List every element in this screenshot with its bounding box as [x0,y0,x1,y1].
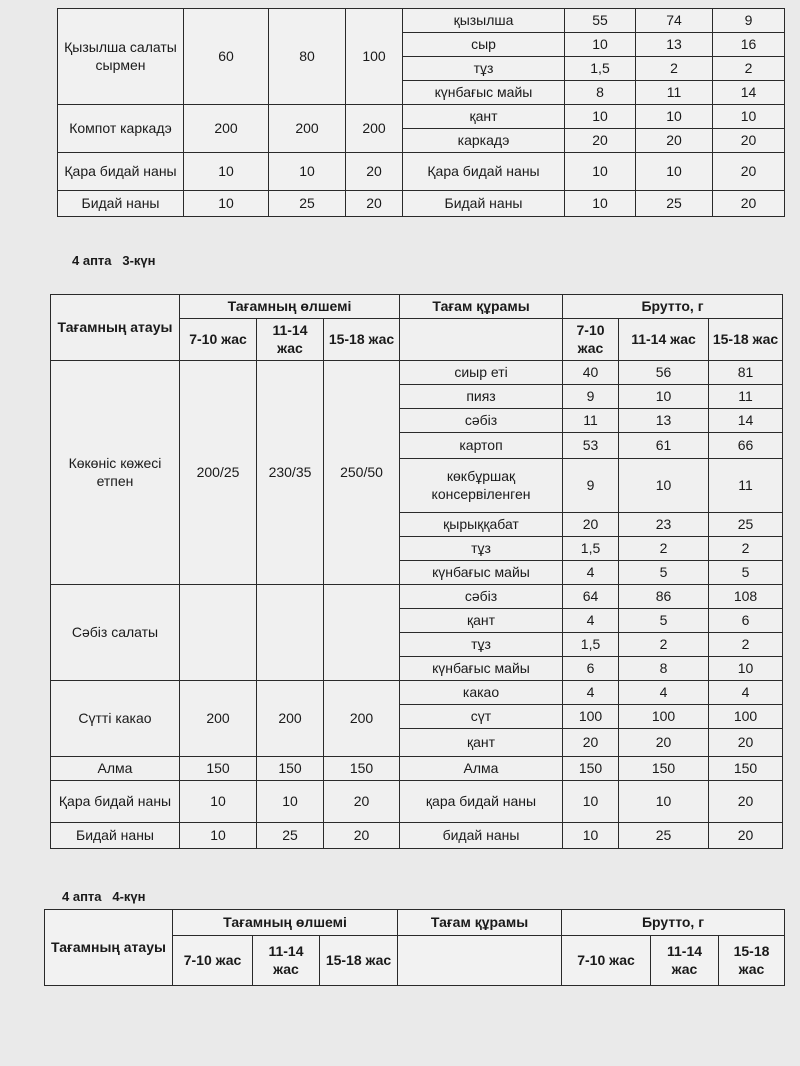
brutto-11-14: 5 [619,561,709,585]
menu-table-day4 [44,909,785,986]
brutto-15-18: 14 [713,81,785,105]
header-portion: Тағамның өлшемі [180,295,400,319]
brutto-15-18: 150 [709,757,783,781]
brutto-7-10: 20 [563,513,619,537]
brutto-15-18: 20 [713,153,785,191]
brutto-7-10: 4 [563,681,619,705]
header-brutto: Брутто, г [562,910,785,936]
header-age-15-18: 15-18 жас [320,936,398,986]
header-portion: Тағамның өлшемі [173,910,398,936]
brutto-11-14: 61 [619,433,709,459]
ingredient-name: қант [403,105,565,129]
ingredient-name: қант [400,729,563,757]
ingredient-name: Қара бидай наны [403,153,565,191]
portion-7-10: 10 [184,153,269,191]
brutto-11-14: 10 [636,153,713,191]
dish-name: Көкөніс көжесі етпен [51,361,180,585]
brutto-7-10: 6 [563,657,619,681]
brutto-7-10: 20 [565,129,636,153]
portion-11-14: 200 [269,105,346,153]
header-brutto-age-15-18: 15-18 жас [719,936,785,986]
portion-11-14: 150 [257,757,324,781]
brutto-15-18: 2 [713,57,785,81]
brutto-15-18: 66 [709,433,783,459]
brutto-7-10: 1,5 [563,537,619,561]
portion-15-18 [324,585,400,681]
portion-7-10: 150 [180,757,257,781]
brutto-15-18: 2 [709,537,783,561]
dish-name: Қара бидай наны [51,781,180,823]
portion-7-10: 10 [180,823,257,849]
dish-name: Компот каркадэ [58,105,184,153]
brutto-15-18: 10 [713,105,785,129]
brutto-15-18: 9 [713,9,785,33]
week-day-heading: 4 апта 3-күн [72,253,156,268]
header-brutto: Брутто, г [563,295,783,319]
header-age-15-18: 15-18 жас [324,319,400,361]
brutto-11-14: 11 [636,81,713,105]
header-age-11-14: 11-14 жас [257,319,324,361]
brutto-7-10: 64 [563,585,619,609]
table-row [51,681,783,705]
ingredient-name: қант [400,609,563,633]
brutto-7-10: 11 [563,409,619,433]
brutto-11-14: 4 [619,681,709,705]
table-row [58,9,785,33]
portion-15-18: 150 [324,757,400,781]
ingredient-name: тұз [400,537,563,561]
brutto-15-18: 81 [709,361,783,385]
brutto-11-14: 23 [619,513,709,537]
brutto-15-18: 10 [709,657,783,681]
brutto-11-14: 74 [636,9,713,33]
table-row [51,585,783,609]
ingredient-name: күнбағыс майы [400,561,563,585]
brutto-11-14: 10 [619,385,709,409]
ingredient-name: сиыр еті [400,361,563,385]
dish-name: Қызылша салаты сырмен [58,9,184,105]
portion-7-10 [180,585,257,681]
brutto-15-18: 20 [709,781,783,823]
brutto-7-10: 10 [563,781,619,823]
brutto-11-14: 20 [619,729,709,757]
ingredient-name: какао [400,681,563,705]
portion-15-18: 200 [346,105,403,153]
header-brutto-age-11-14: 11-14 жас [619,319,709,361]
portion-11-14: 10 [269,153,346,191]
ingredient-name: күнбағыс майы [403,81,565,105]
table-row [51,361,783,385]
dish-name: Сүтті какао [51,681,180,757]
portion-11-14 [257,585,324,681]
dish-name: Алма [51,757,180,781]
brutto-15-18: 6 [709,609,783,633]
brutto-7-10: 1,5 [563,633,619,657]
ingredient-name: күнбағыс майы [400,657,563,681]
brutto-15-18: 16 [713,33,785,57]
portion-11-14: 230/35 [257,361,324,585]
week-day-heading-2: 4 апта 4-күн [62,889,146,904]
brutto-7-10: 100 [563,705,619,729]
header-dish-name: Тағамның атауы [51,295,180,361]
brutto-7-10: 9 [563,385,619,409]
portion-15-18: 20 [324,781,400,823]
brutto-7-10: 40 [563,361,619,385]
portion-7-10: 200 [184,105,269,153]
brutto-7-10: 9 [563,459,619,513]
brutto-15-18: 14 [709,409,783,433]
ingredient-name: Бидай наны [403,191,565,217]
brutto-15-18: 4 [709,681,783,705]
brutto-11-14: 8 [619,657,709,681]
ingredient-name: қырыққабат [400,513,563,537]
header-brutto-age-7-10: 7-10 жас [563,319,619,361]
brutto-7-10: 10 [565,33,636,57]
brutto-7-10: 4 [563,609,619,633]
header-brutto-age-15-18: 15-18 жас [709,319,783,361]
portion-7-10: 60 [184,9,269,105]
portion-7-10: 10 [180,781,257,823]
header-brutto-age-11-14: 11-14 жас [651,936,719,986]
ingredient-name: бидай наны [400,823,563,849]
table-row [58,153,785,191]
ingredient-name: картоп [400,433,563,459]
brutto-11-14: 25 [636,191,713,217]
brutto-11-14: 150 [619,757,709,781]
brutto-11-14: 5 [619,609,709,633]
table-row [51,781,783,823]
brutto-15-18: 100 [709,705,783,729]
portion-7-10: 10 [184,191,269,217]
brutto-11-14: 13 [636,33,713,57]
brutto-7-10: 10 [565,105,636,129]
brutto-11-14: 10 [619,459,709,513]
portion-15-18: 100 [346,9,403,105]
portion-11-14: 80 [269,9,346,105]
portion-7-10: 200 [180,681,257,757]
brutto-15-18: 20 [709,729,783,757]
table-row [58,105,785,129]
brutto-15-18: 5 [709,561,783,585]
portion-11-14: 25 [269,191,346,217]
brutto-11-14: 2 [619,537,709,561]
table-row [51,757,783,781]
header-age-11-14: 11-14 жас [253,936,320,986]
portion-11-14: 200 [257,681,324,757]
portion-15-18: 250/50 [324,361,400,585]
header-age-7-10: 7-10 жас [173,936,253,986]
ingredient-name: қызылша [403,9,565,33]
header-brutto-age-7-10: 7-10 жас [562,936,651,986]
brutto-11-14: 10 [619,781,709,823]
header-dish-name: Тағамның атауы [45,910,173,986]
brutto-11-14: 86 [619,585,709,609]
table-row [58,191,785,217]
header-composition: Тағам құрамы [398,910,562,936]
ingredient-name: сыр [403,33,565,57]
brutto-7-10: 1,5 [565,57,636,81]
brutto-11-14: 20 [636,129,713,153]
brutto-7-10: 53 [563,433,619,459]
brutto-11-14: 13 [619,409,709,433]
ingredient-name: сәбіз [400,585,563,609]
brutto-11-14: 56 [619,361,709,385]
ingredient-name: көкбұршақ консервіленген [400,459,563,513]
brutto-11-14: 25 [619,823,709,849]
brutto-11-14: 100 [619,705,709,729]
dish-name: Бидай наны [58,191,184,217]
menu-table-continued [57,8,785,217]
dish-name: Қара бидай наны [58,153,184,191]
portion-15-18: 20 [324,823,400,849]
portion-11-14: 25 [257,823,324,849]
portion-11-14: 10 [257,781,324,823]
brutto-7-10: 10 [565,191,636,217]
menu-table-day3 [50,294,783,849]
brutto-15-18: 108 [709,585,783,609]
brutto-7-10: 20 [563,729,619,757]
brutto-11-14: 2 [619,633,709,657]
dish-name: Сәбіз салаты [51,585,180,681]
brutto-15-18: 25 [709,513,783,537]
brutto-15-18: 20 [713,191,785,217]
brutto-15-18: 20 [713,129,785,153]
header-composition-blank [398,936,562,986]
portion-15-18: 200 [324,681,400,757]
brutto-15-18: 11 [709,385,783,409]
ingredient-name: сәбіз [400,409,563,433]
ingredient-name: қара бидай наны [400,781,563,823]
header-composition-blank [400,319,563,361]
portion-15-18: 20 [346,191,403,217]
ingredient-name: каркадэ [403,129,565,153]
brutto-7-10: 10 [565,153,636,191]
header-composition: Тағам құрамы [400,295,563,319]
ingredient-name: сүт [400,705,563,729]
ingredient-name: Алма [400,757,563,781]
ingredient-name: тұз [400,633,563,657]
brutto-7-10: 150 [563,757,619,781]
brutto-7-10: 4 [563,561,619,585]
brutto-7-10: 10 [563,823,619,849]
ingredient-name: пияз [400,385,563,409]
portion-7-10: 200/25 [180,361,257,585]
ingredient-name: тұз [403,57,565,81]
brutto-11-14: 10 [636,105,713,129]
dish-name: Бидай наны [51,823,180,849]
portion-15-18: 20 [346,153,403,191]
brutto-7-10: 8 [565,81,636,105]
brutto-15-18: 20 [709,823,783,849]
brutto-7-10: 55 [565,9,636,33]
brutto-15-18: 2 [709,633,783,657]
table-row [51,823,783,849]
header-age-7-10: 7-10 жас [180,319,257,361]
brutto-15-18: 11 [709,459,783,513]
brutto-11-14: 2 [636,57,713,81]
